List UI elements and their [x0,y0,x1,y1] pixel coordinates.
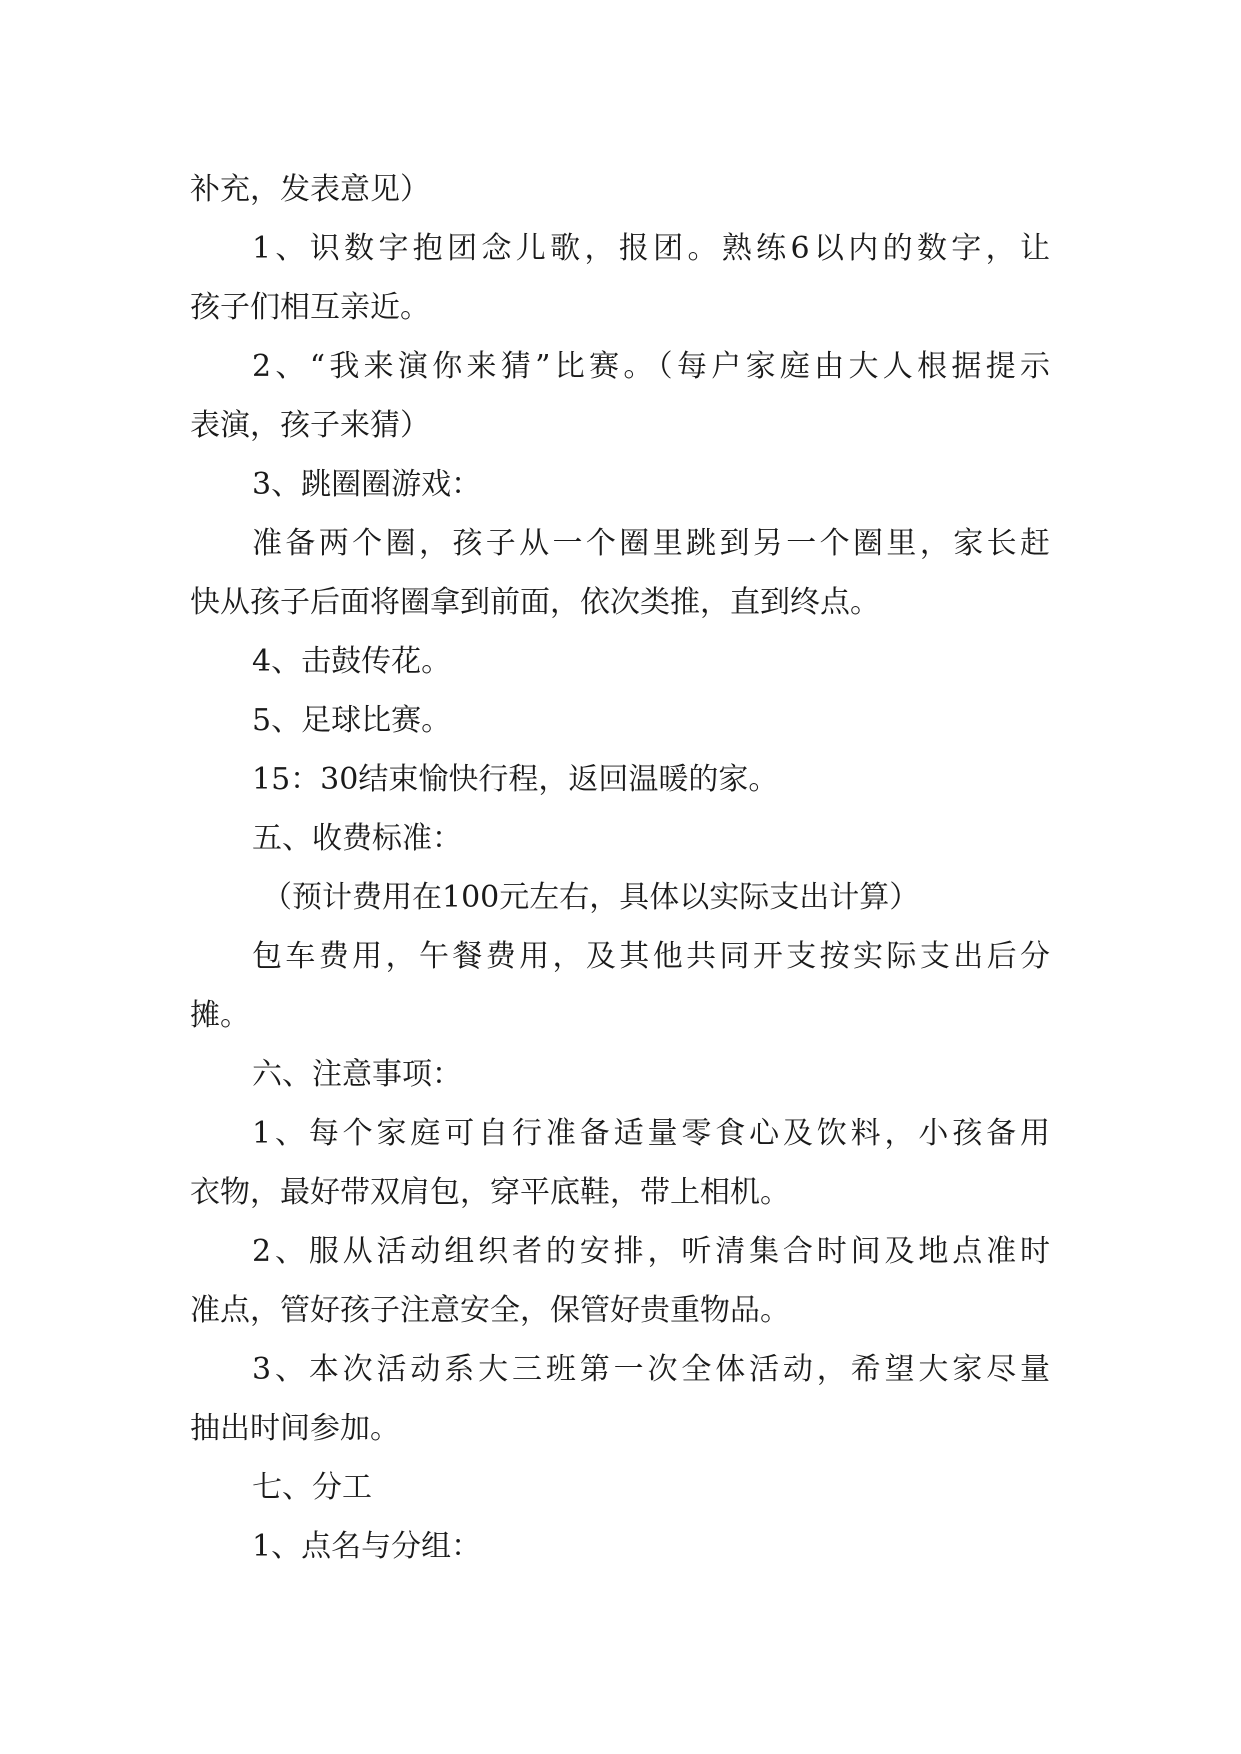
text-line: 包车费用，午餐费用，及其他共同开支按实际支出后分 [252,939,1050,974]
text-line: 摊。 [190,998,250,1033]
section-heading: 五、收费标准： [252,821,462,856]
text-line: 孩子们相互亲近。 [190,290,430,325]
text-line: 3、跳圈圈游戏： [252,467,482,502]
text-line: 15：30结束愉快行程，返回温暖的家。 [252,762,779,797]
text-line: （预计费用在100元左右，具体以实际支出计算） [262,880,920,915]
text-line: 1、点名与分组： [252,1529,482,1564]
text-line: 准备两个圈，孩子从一个圈里跳到另一个圈里，家长赶 [252,526,1050,561]
text-line: 衣物，最好带双肩包，穿平底鞋，带上相机。 [190,1175,790,1210]
document-body [190,160,1050,1576]
text-line: 2、服从活动组织者的安排，听清集合时间及地点准时 [252,1234,1050,1269]
text-line: 3、本次活动系大三班第一次全体活动，希望大家尽量 [252,1352,1050,1387]
section-heading: 七、分工 [252,1470,372,1505]
text-line: 1、识数字抱团念儿歌，报团。熟练6以内的数字，让 [252,231,1050,266]
text-line: 表演，孩子来猜） [190,408,430,443]
text-line: 1、每个家庭可自行准备适量零食心及饮料，小孩备用 [252,1116,1050,1151]
text-line: 快从孩子后面将圈拿到前面，依次类推，直到终点。 [190,585,880,620]
text-line: 2、“我来演你来猜”比赛。（每户家庭由大人根据提示 [252,349,1050,384]
text-line: 补充，发表意见） [190,172,430,207]
section-heading: 六、注意事项： [252,1057,462,1092]
text-line: 抽出时间参加。 [190,1411,400,1446]
text-line: 4、击鼓传花。 [252,644,452,679]
text-line: 准点，管好孩子注意安全，保管好贵重物品。 [190,1293,790,1328]
text-line: 5、足球比赛。 [252,703,452,738]
